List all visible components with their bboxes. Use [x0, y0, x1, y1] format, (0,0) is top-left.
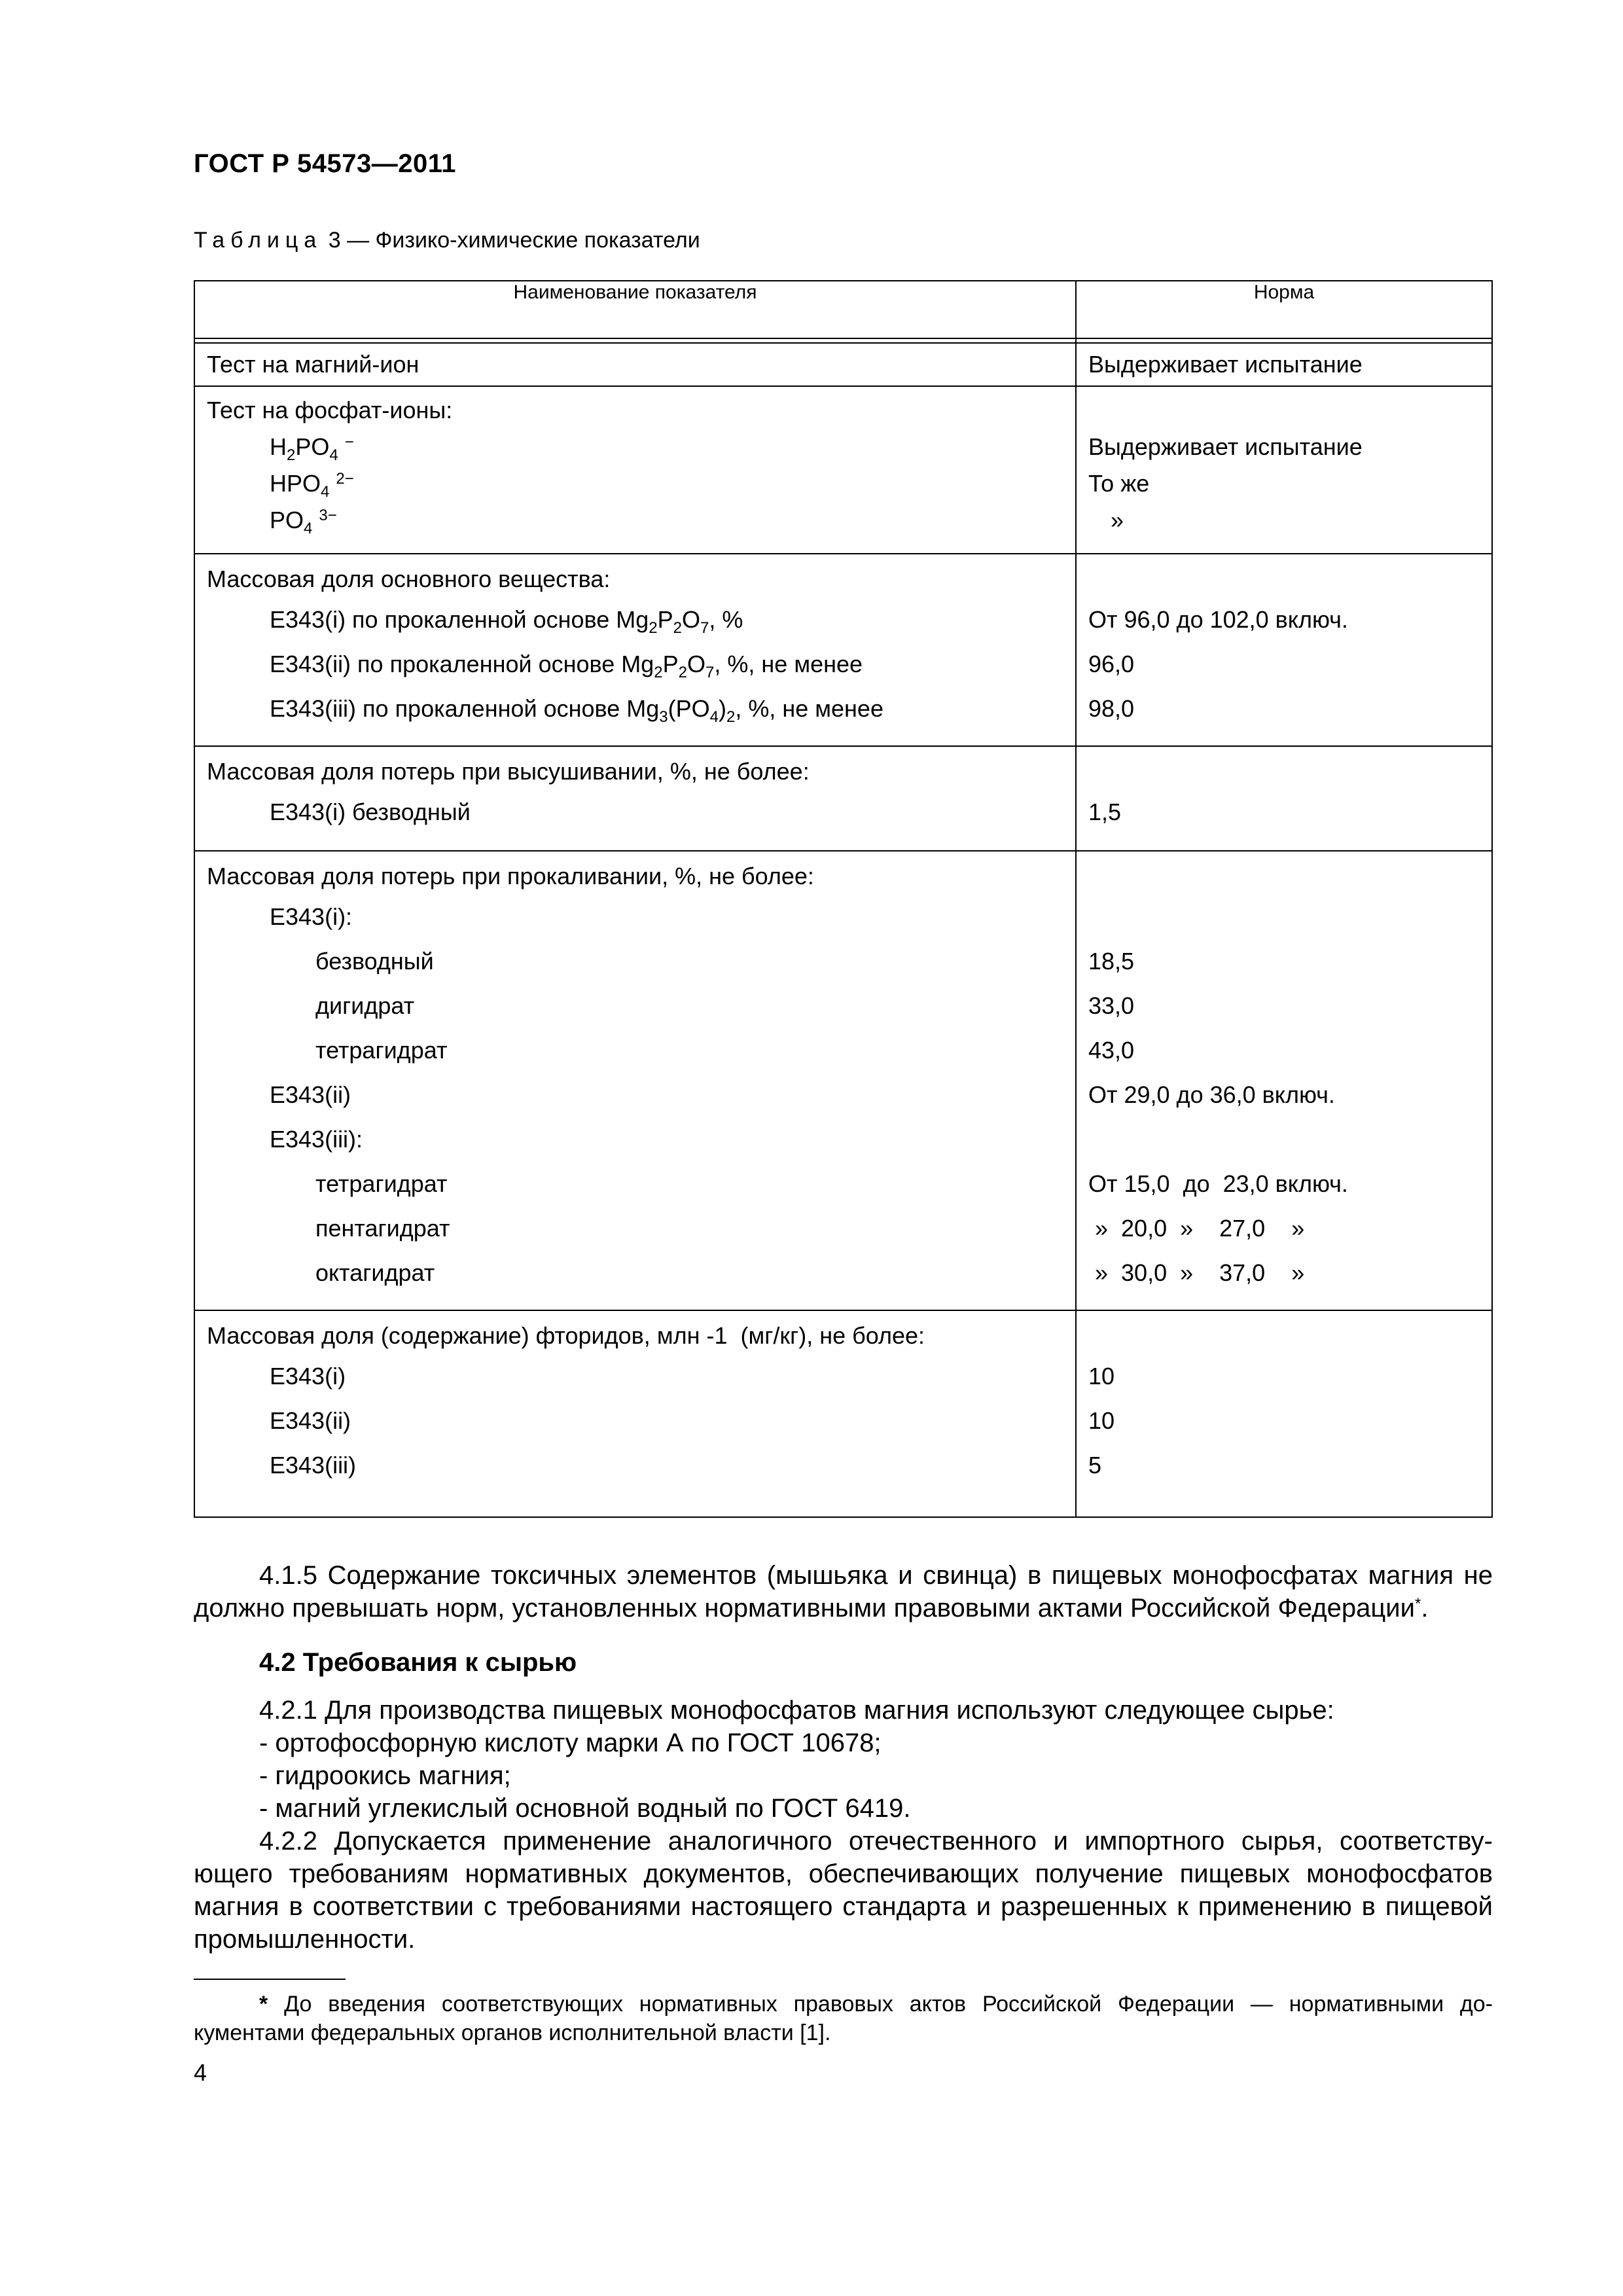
table-caption [194, 228, 700, 253]
paragraph-4-2-1 [194, 1694, 1493, 1956]
ignition-e1-tetrahydrate-norm: 43,0 [1088, 1037, 1135, 1064]
ignition-e1-anhydrous-norm: 18,5 [1088, 948, 1135, 975]
phosphate-po4-formula: $PO_4$ $^{3-}$ [270, 507, 337, 537]
phosphate-h2po4-formula: $H_2PO_4$ − [270, 433, 354, 464]
phosphate-po4-norm: » [1111, 507, 1124, 533]
header-name-column: Наименование показателя [194, 281, 1076, 338]
ignition-e2-norm: От 29,0 до 36,0 включ. [1088, 1081, 1335, 1108]
paragraph-4-2-1-text: 4.2.1 Для производства пищевых монофосфатов магния используют следующее сырье: [259, 1696, 1334, 1725]
drying-anhydrous-label: Е343(i) безводный [270, 798, 471, 825]
main-substance-e1-norm: От 96,0 до 102,0 включ. [1088, 606, 1348, 633]
phosphate-hpo4-formula: $HPO_4$ $^{2-}$ [270, 470, 354, 501]
ignition-e1-dihydrate-norm: 33,0 [1088, 992, 1135, 1019]
paragraph-4-2-2: 4.2.2 Допускается применение аналогичного отечественного и импортного сырья, соответству-ющего требованиям нормативных документов, обеспечивающих получение пищевых монофосфатов магния в соответствии с требованиями настоящего стандарта и разрешенных к применению в пищевой промышленности. [194, 1827, 1493, 1954]
ignition-e1-dihydrate-label: дигидрат [315, 992, 415, 1019]
ignition-e3-octahydrate-label: октагидрат [315, 1259, 435, 1286]
footnote-mark: * [259, 1992, 268, 2017]
fluorides-e1-norm: 10 [1088, 1363, 1115, 1390]
document-code-header: ГОСТ Р 54573—2011 [194, 149, 456, 178]
magnesium-test-name: Тест на магний-ион [207, 351, 419, 378]
header-double-rule [194, 338, 1492, 343]
ignition-e1-tetrahydrate-label: тетрагидрат [315, 1037, 448, 1064]
footnote-text: До введения соответствующих нормативных правовых актов Российской Федерации — нормативными до-кументами федеральных органов исполнительной власти [1]. [194, 1992, 1493, 2045]
list-item: - магний углекислый основной водный по ГОСТ 6419. [259, 1794, 911, 1823]
ignition-e3-pentahydrate-label: пентагидрат [315, 1215, 450, 1242]
fluorides-e3-norm: 5 [1088, 1452, 1102, 1479]
ignition-e3-tetrahydrate-label: тетрагидрат [315, 1170, 448, 1197]
ignition-e3-tetrahydrate-norm: От 15,0 до 23,0 включ. [1088, 1170, 1348, 1197]
fluorides-e2-label: Е343(ii) [270, 1407, 351, 1434]
fluorides-title: Массовая доля (содержание) фторидов, млн -1 (мг/кг), не более: [207, 1322, 925, 1349]
main-substance-e2-label: Е343(ii) по прокаленной основе $Mg_2P_2O_7$, %, не менее [270, 651, 863, 681]
main-substance-e3-label: Е343(iii) по прокаленной основе $Mg_3(PO_4)_2$, %, не менее [270, 695, 883, 726]
ignition-e3-pentahydrate-norm: » 20,0 » 27,0 » [1088, 1215, 1305, 1242]
table-header-row [194, 281, 1492, 338]
table-row [194, 554, 1492, 746]
phosphate-h2po4-norm: Выдерживает испытание [1088, 433, 1363, 460]
fluorides-e2-norm: 10 [1088, 1407, 1115, 1434]
ignition-e1-anhydrous-label: безводный [315, 948, 434, 975]
paragraph-4-1-5 [194, 1559, 1493, 1624]
main-substance-e2-norm: 96,0 [1088, 651, 1135, 677]
page-number: 4 [194, 2059, 207, 2086]
table-row [194, 386, 1492, 554]
footnote-separator [194, 1979, 346, 1980]
main-substance-e1-label: Е343(i) по прокаленной основе $Mg_2P_2O_7$, % [270, 606, 743, 637]
fluorides-e3-label: Е343(iii) [270, 1452, 357, 1479]
table-row [194, 1310, 1492, 1517]
table-row [194, 851, 1492, 1310]
drying-title: Массовая доля потерь при высушивании, %, не более: [207, 758, 810, 785]
paragraph-4-1-5-end: . [1421, 1594, 1429, 1623]
table-row [194, 343, 1492, 386]
ignition-e2-label: Е343(ii) [270, 1081, 351, 1108]
phosphate-hpo4-norm: То же [1088, 470, 1150, 497]
footnote-reference-mark: * [1414, 1595, 1421, 1613]
table-caption-text: 3 — Физико-химические показатели [322, 228, 700, 253]
header-norm-column: Норма [1076, 281, 1492, 338]
ignition-title: Массовая доля потерь при прокаливании, %, не более: [207, 863, 814, 889]
ignition-e3-label: Е343(iii): [270, 1126, 363, 1153]
main-substance-title: Массовая доля основного вещества: [207, 565, 611, 592]
list-item: - ортофосфорную кислоту марки А по ГОСТ 10678; [259, 1729, 882, 1757]
fluorides-e1-label: Е343(i) [270, 1363, 346, 1390]
paragraph-4-1-5-text: 4.1.5 Содержание токсичных элементов (мышьяка и свинца) в пищевых монофосфатах магния не должно превышать норм, установленных нормативными правовыми актами Российской Федерации [194, 1561, 1493, 1623]
footnote [194, 1990, 1493, 2047]
phosphate-title: Тест на фосфат-ионы: [207, 397, 453, 423]
magnesium-test-norm: Выдерживает испытание [1088, 351, 1363, 378]
section-title-4-2: 4.2 Требования к сырью [259, 1648, 577, 1677]
ignition-e1-label: Е343(i): [270, 903, 353, 930]
list-item: - гидроокись магния; [259, 1761, 511, 1790]
table-caption-prefix: Таблица [194, 228, 323, 253]
main-substance-e3-norm: 98,0 [1088, 695, 1135, 722]
table-row [194, 746, 1492, 851]
ignition-e3-octahydrate-norm: » 30,0 » 37,0 » [1088, 1259, 1305, 1286]
drying-anhydrous-norm: 1,5 [1088, 798, 1122, 825]
physico-chemical-table [194, 280, 1493, 1518]
